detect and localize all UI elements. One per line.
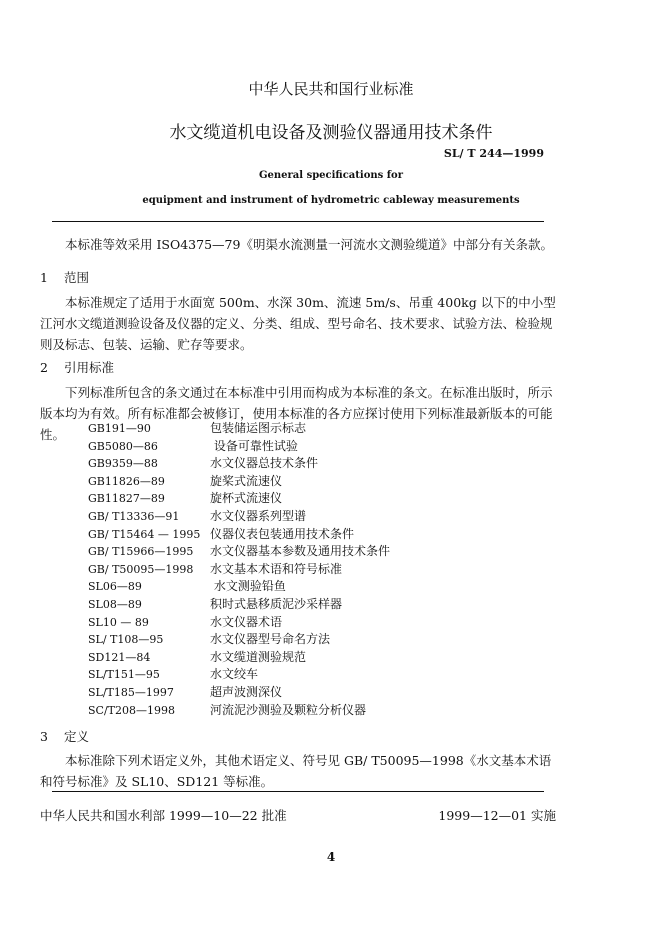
reference-name: 水文绞车 — [210, 667, 259, 682]
implementation-date: 1999—12—01 实施 — [438, 808, 556, 823]
reference-name: 水文测验铅鱼 — [210, 579, 286, 594]
reference-name: 包装储运图示标志 — [210, 421, 307, 435]
english-title-line1: General specifications for — [259, 170, 403, 181]
reference-row — [88, 508, 306, 525]
standard-category: 中华人民共和国行业标准 — [248, 80, 414, 98]
section-3-heading — [40, 727, 89, 745]
intro-paragraph: 本标准等效采用 ISO4375—79《明渠水流测量一河流水文测验缆道》中部分有关条款。 — [65, 237, 553, 252]
reference-code: SL10 — 89 — [88, 615, 149, 629]
reference-row — [88, 490, 282, 507]
reference-code: SL/T185—1997 — [88, 686, 174, 699]
header-divider — [52, 221, 544, 222]
section-1-body: 本标准规定了适用于水面宽 500m、水深 30m、流速 5m/s、吊重 400kg 以下的中小型江河水文缆道测验设备及仪器的定义、分类、组成、型号命名、技术要求、试验方法、检验规则及标志、包装、运输、贮存等要求。 — [40, 295, 556, 352]
section-2-body: 下列标准所包含的条文通过在本标准中引用而构成为本标准的条文。在标准出版时，所示版本均为有效。所有标准都会被修订，使用本标准的各方应探讨使用下列标准最新版本的可能性。 — [40, 385, 553, 442]
section-title: 范围 — [64, 270, 90, 285]
reference-code: GB11827—89 — [88, 492, 165, 506]
english-title-line2: equipment and instrument of hydrometric cableway measurements — [142, 195, 520, 206]
reference-row — [88, 543, 390, 560]
reference-name: 仪器仪表包装通用技术条件 — [210, 526, 355, 541]
reference-name: 水文缆道测验规范 — [210, 649, 307, 664]
reference-name: 水文仪器型号命名方法 — [210, 632, 331, 647]
reference-row — [88, 578, 286, 595]
reference-row — [88, 684, 282, 701]
section-title: 引用标准 — [64, 360, 115, 375]
reference-name: 旋杯式流速仪 — [210, 491, 283, 506]
reference-row — [88, 438, 298, 455]
section-2-heading — [40, 358, 114, 376]
reference-row — [88, 561, 342, 578]
reference-name: 设备可靠性试验 — [210, 438, 298, 453]
approval-line: 中华人民共和国水利部 1999—10—22 批准 — [40, 808, 287, 823]
reference-row — [88, 596, 342, 613]
reference-code: GB/ T50095—1998 — [88, 562, 194, 576]
reference-code: GB9359—88 — [88, 457, 158, 471]
reference-code: GB/ T13336—91 — [88, 510, 180, 523]
reference-name: 积时式悬移质泥沙采样器 — [210, 597, 343, 611]
section-number: 1 — [40, 270, 48, 285]
reference-name: 河流泥沙测验及颗粒分析仪器 — [210, 702, 367, 717]
reference-code: SL/T151—95 — [88, 668, 160, 682]
reference-row — [88, 702, 366, 719]
reference-row — [88, 631, 330, 648]
reference-code: GB/ T15464 — 1995 — [88, 527, 201, 541]
section-number: 2 — [40, 360, 48, 375]
reference-code: GB5080—86 — [88, 439, 158, 453]
reference-row — [88, 526, 354, 543]
reference-name: 水文基本术语和符号标准 — [210, 561, 343, 576]
reference-code: SC/T208—1998 — [88, 703, 175, 717]
reference-name: 水文仪器基本参数及通用技术条件 — [210, 544, 391, 559]
reference-name: 水文仪器系列型谱 — [210, 509, 307, 523]
reference-code: SL/ T108—95 — [88, 633, 164, 647]
reference-code: SD121—84 — [88, 650, 151, 664]
reference-code: GB191—90 — [88, 422, 151, 435]
reference-row — [88, 455, 318, 472]
reference-row — [88, 666, 258, 683]
page-number: 4 — [326, 850, 336, 864]
footer-divider — [52, 791, 544, 792]
section-1-heading — [40, 268, 89, 286]
section-title: 定义 — [64, 729, 90, 744]
reference-name: 水文仪器术语 — [210, 614, 283, 629]
document-title: 水文缆道机电设备及测验仪器通用技术条件 — [169, 123, 493, 143]
reference-name: 超声波测深仪 — [210, 685, 283, 699]
reference-code: GB/ T15966—1995 — [88, 545, 194, 559]
reference-name: 旋桨式流速仪 — [210, 473, 283, 488]
reference-name: 水文仪器总技术条件 — [210, 456, 319, 471]
reference-code: GB11826—89 — [88, 474, 165, 488]
reference-row — [88, 473, 282, 490]
reference-row — [88, 614, 282, 631]
reference-code: SL06—89 — [88, 580, 142, 594]
section-3-body: 本标准除下列术语定义外，其他术语定义、符号见 GB/ T50095—1998《水文基本术语和符号标准》及 SL10、SD121 等标准。 — [40, 753, 552, 789]
reference-row — [88, 649, 306, 666]
reference-row — [88, 420, 306, 437]
section-number: 3 — [40, 729, 48, 744]
standard-number: SL/ T 244—1999 — [443, 147, 544, 160]
reference-code: SL08—89 — [88, 598, 142, 611]
